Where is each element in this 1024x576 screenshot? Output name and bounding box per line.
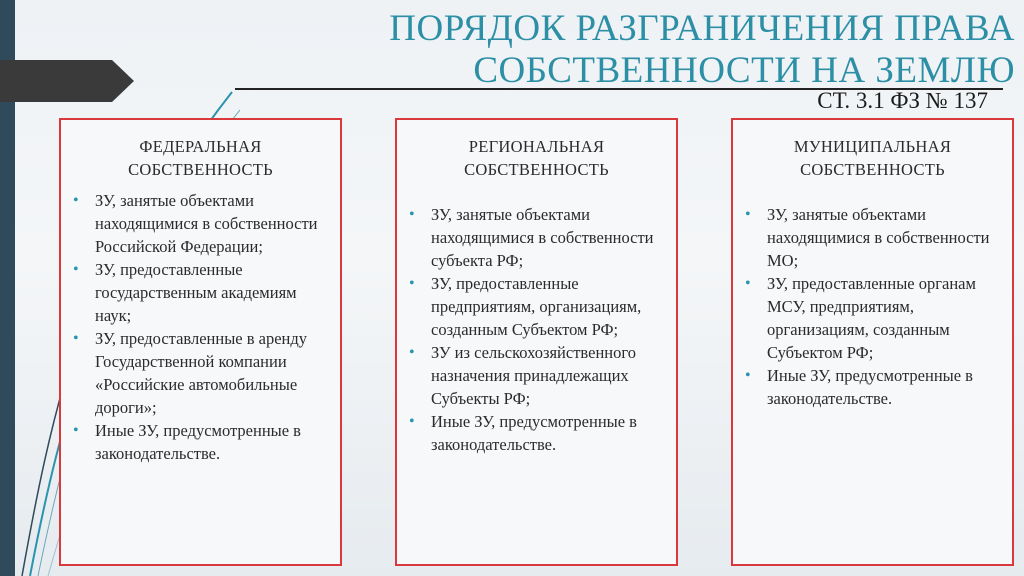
list-item: • Иные ЗУ, предусмотренные в законодательстве. xyxy=(409,412,637,454)
bullet-dot-icon: • xyxy=(409,275,415,292)
column-title: РЕГИОНАЛЬНАЯ СОБСТВЕННОСТЬ xyxy=(464,137,609,179)
list-item: • ЗУ, предоставленные предприятиям, организациям, созданным Субъектом РФ; xyxy=(409,274,642,339)
bullet-dot-icon: • xyxy=(745,206,751,223)
item-list xyxy=(397,203,676,456)
list-item: • ЗУ, занятые объектами находящимися в собственности МО; xyxy=(745,205,990,270)
list-item: • ЗУ из сельскохозяйственного назначения принадлежащих Субъекты РФ; xyxy=(409,343,636,408)
list-item: • Иные ЗУ, предусмотренные в законодательстве. xyxy=(745,366,973,408)
bullet-dot-icon: • xyxy=(745,275,751,292)
list-item: • Иные ЗУ, предусмотренные в законодательстве. xyxy=(73,421,301,463)
bullet-dot-icon: • xyxy=(409,344,415,361)
page-title xyxy=(235,8,1015,92)
title-line-1: ПОРЯДОК РАЗГРАНИЧЕНИЯ ПРАВА xyxy=(389,8,1015,49)
bullet-dot-icon: • xyxy=(73,330,79,347)
bullet-dot-icon: • xyxy=(409,206,415,223)
bullet-dot-icon: • xyxy=(409,413,415,430)
title-line-2: СОБСТВЕННОСТИ НА ЗЕМЛЮ xyxy=(473,50,1015,91)
item-list xyxy=(733,203,1012,410)
list-item: • ЗУ, предоставленные органам МСУ, предприятиям, организациям, созданным Субъектом РФ; xyxy=(745,274,976,362)
column-federal xyxy=(59,118,342,566)
list-item: • ЗУ, предоставленные государственным академиям наук; xyxy=(73,260,297,325)
item-list xyxy=(61,189,340,465)
column-title: ФЕДЕРАЛЬНАЯ СОБСТВЕННОСТЬ xyxy=(128,137,273,179)
law-reference: СТ. 3.1 ФЗ № 137 xyxy=(817,88,988,113)
column-title: МУНИЦИПАЛЬНАЯ СОБСТВЕННОСТЬ xyxy=(793,137,952,179)
arrow-tab-icon xyxy=(0,60,134,102)
column-municipal xyxy=(731,118,1014,566)
bullet-dot-icon: • xyxy=(73,422,79,439)
list-item: • ЗУ, занятые объектами находящимися в собственности Российской Федерации; xyxy=(73,191,318,256)
bullet-dot-icon: • xyxy=(73,261,79,278)
bullet-dot-icon: • xyxy=(745,367,751,384)
bullet-dot-icon: • xyxy=(73,192,79,209)
list-item: • ЗУ, предоставленные в аренду Государственной компании «Российские автомобильные дороги»; xyxy=(73,329,308,417)
list-item: • ЗУ, занятые объектами находящимися в собственности субъекта РФ; xyxy=(409,205,654,270)
column-regional xyxy=(395,118,678,566)
